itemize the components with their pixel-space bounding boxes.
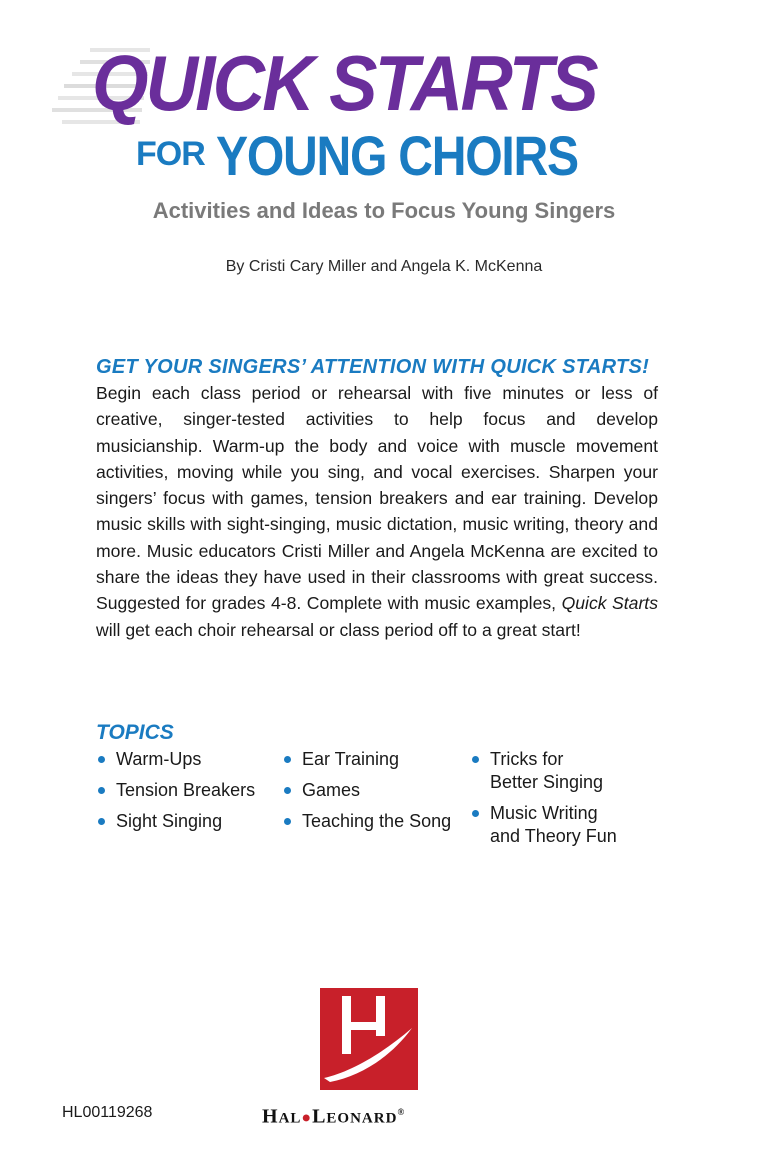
topic-label: Teaching the Song [302, 811, 452, 831]
bullet-icon [284, 818, 291, 825]
description-text-2: will get each choir rehearsal or class period off to a great start! [96, 619, 581, 640]
topic-label: Tension Breakers [116, 780, 256, 800]
description-body [96, 380, 658, 643]
brand-letter-l: L [312, 1105, 327, 1128]
bullet-icon [98, 818, 105, 825]
description-heading: GET YOUR SINGERS’ ATTENTION WITH QUICK STARTS! [96, 356, 650, 378]
topic-label: Sight Singing [116, 811, 223, 831]
title-young-choirs: YOUNG CHOIRS [216, 124, 578, 187]
registered-mark-icon: ® [397, 1107, 406, 1117]
description-title-italic: Quick Starts [561, 593, 658, 614]
topic-label-line2: Better Singing [490, 772, 604, 792]
bullet-icon [98, 787, 105, 794]
topic-label-line1: Tricks for [490, 749, 564, 769]
topic-label-line2: and Theory Fun [490, 826, 617, 846]
topic-label: Games [302, 780, 361, 800]
description-text-1: Begin each class period or rehearsal with five minutes or less of creative, singer-tested activities to help focus and develop musicianship. Warm-up the body and voice with muscle movement activities, moving while you sing, and vocal exercises. Sharpen your singers’ focus with games, tension breakers and ear training. Develop music skills with sight-singing, music dictation, music writing, theory and more. Music educators Cristi Miller and Angela McKenna are excited to share the ideas they have used in their classrooms with great success. Suggested for grades 4-8. Complete with music examples, [96, 383, 658, 614]
hal-leonard-logo-icon [320, 988, 418, 1090]
topic-item [282, 810, 467, 833]
publisher-wordmark [262, 1100, 492, 1131]
topic-label: Ear Training [302, 749, 400, 769]
bullet-icon [284, 756, 291, 763]
brand-letter-h: H [262, 1105, 279, 1128]
authors: By Cristi Cary Miller and Angela K. McKenna [225, 258, 543, 275]
bullet-icon [472, 810, 479, 817]
brand-letters-al: AL [278, 1110, 302, 1127]
topic-item [282, 779, 467, 802]
topic-item [96, 748, 276, 771]
title-quick-starts: QUICK STARTS [92, 39, 596, 127]
bullet-icon [472, 756, 479, 763]
topics-column-2 [282, 748, 467, 841]
topic-item [282, 748, 467, 771]
bullet-icon [98, 756, 105, 763]
topic-label-line1: Music Writing [490, 803, 598, 823]
topics-column-1 [96, 748, 276, 841]
title-for: FOR [136, 135, 205, 173]
subtitle: Activities and Ideas to Focus Young Singers [152, 198, 616, 223]
topic-item [470, 802, 670, 848]
topic-item [96, 810, 276, 833]
topic-label: Warm-Ups [116, 749, 202, 769]
brand-dot-icon: ● [301, 1109, 313, 1127]
topic-item [470, 748, 670, 794]
topics-column-3 [470, 748, 670, 856]
brand-letters-eonard: EONARD [326, 1110, 398, 1127]
product-code: HL00119268 [62, 1104, 153, 1121]
topic-item [96, 779, 276, 802]
topics-heading: TOPICS [96, 721, 174, 744]
bullet-icon [284, 787, 291, 794]
